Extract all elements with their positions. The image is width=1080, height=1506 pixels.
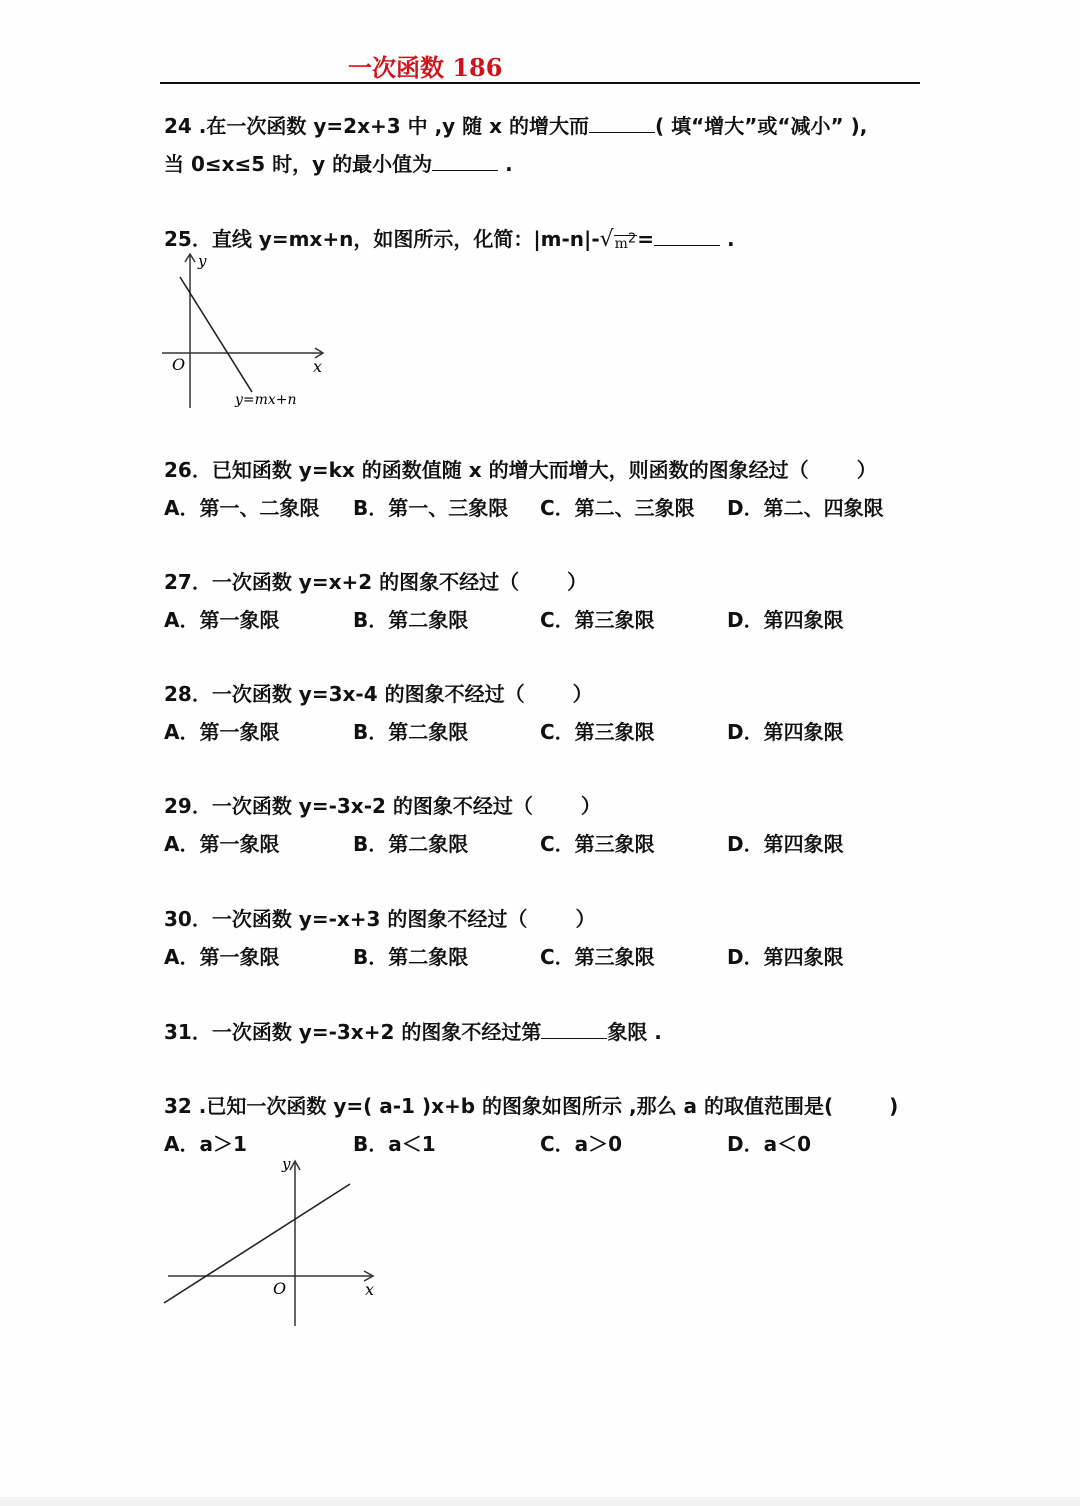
figure-q25-graph bbox=[160, 250, 335, 410]
origin-label: O bbox=[273, 1279, 287, 1298]
question-27-text: 27．一次函数 y=x+2 的图象不经过（ bbox=[164, 570, 520, 594]
option-c[interactable]: C．第二、三象限 bbox=[540, 496, 695, 520]
equals: = bbox=[637, 227, 654, 251]
option-b[interactable]: B．a＜1 bbox=[353, 1132, 436, 1156]
answer-blank[interactable] bbox=[432, 154, 498, 171]
sqrt-variable: m bbox=[614, 236, 628, 252]
question-24-line-1 bbox=[164, 110, 867, 139]
option-d[interactable]: D．第二、四象限 bbox=[727, 496, 884, 520]
question-24-text-2: 当 0≤x≤5 时，y 的最小值为 bbox=[164, 152, 433, 176]
answer-blank[interactable] bbox=[654, 229, 720, 246]
page-title: 一次函数 186 bbox=[348, 53, 503, 82]
question-29-text: 29．一次函数 y=-3x-2 的图象不经过（ bbox=[164, 794, 533, 818]
question-24-hint: ( 填“增大”或“减小” ), bbox=[655, 114, 868, 138]
option-b[interactable]: B．第一、三象限 bbox=[353, 496, 509, 520]
question-30 bbox=[164, 903, 595, 932]
option-d[interactable]: D．第四象限 bbox=[727, 608, 844, 632]
sqrt-expression bbox=[600, 227, 638, 252]
option-d[interactable]: D．第四象限 bbox=[727, 720, 844, 744]
question-32 bbox=[164, 1090, 898, 1119]
question-29 bbox=[164, 790, 601, 819]
line-y-mx-n bbox=[180, 277, 252, 392]
question-31-tail: 象限 . bbox=[607, 1020, 662, 1044]
question-24-line-2 bbox=[164, 148, 513, 177]
close-paren: ） bbox=[575, 907, 596, 931]
question-25-text: 25．直线 y=mx+n，如图所示，化简：|m-n|- bbox=[164, 227, 600, 251]
option-c[interactable]: C．第三象限 bbox=[540, 945, 655, 969]
option-a[interactable]: A．第一象限 bbox=[164, 945, 280, 969]
line-label: y=mx+n bbox=[235, 392, 297, 408]
option-d[interactable]: D．第四象限 bbox=[727, 945, 844, 969]
option-b[interactable]: B．第二象限 bbox=[353, 832, 469, 856]
option-c[interactable]: C．第三象限 bbox=[540, 832, 655, 856]
origin-label: O bbox=[172, 355, 186, 374]
question-28 bbox=[164, 678, 593, 707]
option-a[interactable]: A．第一、二象限 bbox=[164, 496, 320, 520]
y-axis-label: y bbox=[282, 1155, 291, 1173]
option-a[interactable]: A．第一象限 bbox=[164, 720, 280, 744]
question-26-text: 26．已知函数 y=kx 的函数值随 x 的增大而增大，则函数的图象经过（ bbox=[164, 458, 809, 482]
answer-blank[interactable] bbox=[589, 116, 655, 133]
question-31-text: 31．一次函数 y=-3x+2 的图象不经过第 bbox=[164, 1020, 542, 1044]
close-paren: ） bbox=[856, 458, 877, 482]
option-d[interactable]: D．a＜0 bbox=[727, 1132, 812, 1156]
answer-blank[interactable] bbox=[541, 1022, 607, 1039]
y-axis-label: y bbox=[198, 252, 207, 270]
option-c[interactable]: C．a＞0 bbox=[540, 1132, 623, 1156]
option-a[interactable]: A．第一象限 bbox=[164, 832, 280, 856]
period: . bbox=[498, 152, 513, 176]
option-a[interactable]: A．a＞1 bbox=[164, 1132, 247, 1156]
option-a[interactable]: A．第一象限 bbox=[164, 608, 280, 632]
option-c[interactable]: C．第三象限 bbox=[540, 608, 655, 632]
question-26 bbox=[164, 454, 877, 483]
question-25 bbox=[164, 223, 735, 252]
line-y-a1x-b bbox=[164, 1184, 350, 1303]
x-axis-label: x bbox=[313, 357, 323, 376]
question-27 bbox=[164, 566, 587, 595]
page-bottom-strip bbox=[0, 1497, 1080, 1506]
sqrt-icon: √ bbox=[599, 227, 614, 252]
question-28-text: 28．一次函数 y=3x-4 的图象不经过（ bbox=[164, 682, 525, 706]
question-30-text: 30．一次函数 y=-x+3 的图象不经过（ bbox=[164, 907, 528, 931]
period: . bbox=[719, 227, 735, 251]
sqrt-exponent: 2 bbox=[627, 231, 637, 247]
close-paren: ） bbox=[580, 794, 601, 818]
title-divider bbox=[160, 82, 920, 84]
x-axis-label: x bbox=[365, 1280, 375, 1299]
option-c[interactable]: C．第三象限 bbox=[540, 720, 655, 744]
option-b[interactable]: B．第二象限 bbox=[353, 608, 469, 632]
close-paren: ) bbox=[889, 1094, 899, 1118]
question-24-text: 24 .在一次函数 y=2x+3 中 ,y 随 x 的增大而 bbox=[164, 114, 589, 138]
option-b[interactable]: B．第二象限 bbox=[353, 945, 469, 969]
question-32-text: 32 .已知一次函数 y=( a-1 )x+b 的图象如图所示 ,那么 a 的取值范围是( bbox=[164, 1094, 834, 1118]
option-b[interactable]: B．第二象限 bbox=[353, 720, 469, 744]
question-31 bbox=[164, 1016, 662, 1045]
figure-q32-graph bbox=[160, 1152, 385, 1332]
close-paren: ） bbox=[567, 570, 588, 594]
close-paren: ） bbox=[572, 682, 593, 706]
option-d[interactable]: D．第四象限 bbox=[727, 832, 844, 856]
